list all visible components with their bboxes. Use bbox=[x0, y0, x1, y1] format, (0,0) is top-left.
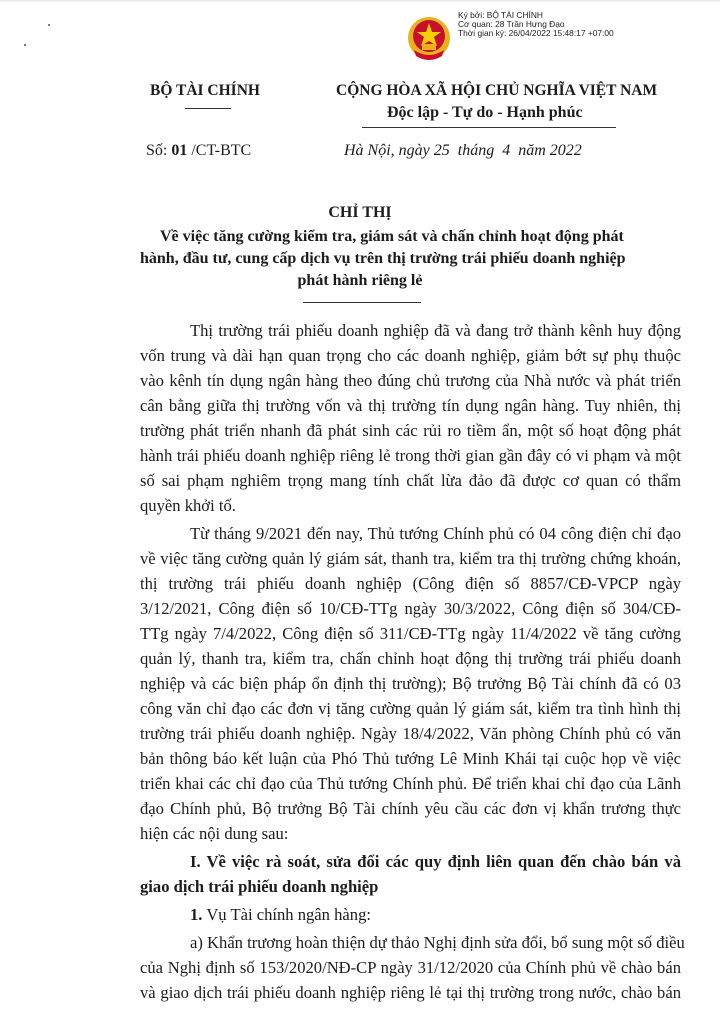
item-label: Vụ Tài chính ngân hàng: bbox=[206, 905, 371, 924]
body-line: TTg ngày 7/4/2022, Công điện số 311/CĐ-TTg ngày 11/4/2022 về tăng cường bbox=[140, 624, 681, 643]
document-number bbox=[146, 142, 251, 160]
subject-line: Về việc tăng cường kiểm tra, giám sát và chấn chỉnh hoạt động phát bbox=[160, 228, 624, 245]
issuer-underline bbox=[185, 108, 231, 109]
signing-time: Thời gian ký: 26/04/2022 15:48:17 +07:00 bbox=[458, 28, 614, 39]
body-line: và giao dịch trái phiếu doanh nghiệp riêng lẻ tại thị trường trong nước, chào bán bbox=[140, 983, 681, 1002]
body-line: số sai phạm nghiêm trọng mang tính chất lừa đảo đã được cơ quan có thẩm bbox=[140, 471, 681, 490]
scan-edge bbox=[0, 0, 720, 3]
body-line: vào kênh tín dụng ngân hàng theo đúng chủ trương của Nhà nước và phát triển bbox=[140, 371, 681, 390]
issuer-name: BỘ TÀI CHÍNH bbox=[150, 82, 260, 99]
body-line: hiện các nội dung sau: bbox=[140, 824, 289, 843]
national-emblem-icon bbox=[404, 14, 454, 64]
motto-underline bbox=[362, 127, 616, 128]
body-line: đạo Chính phủ, Bộ trưởng Bộ Tài chính yêu cầu các đơn vị khẩn trương thực bbox=[140, 799, 681, 818]
number-label: Số: bbox=[146, 142, 168, 159]
body-line: Từ tháng 9/2021 đến nay, Thủ tướng Chính phủ có 04 công điện chỉ đạo bbox=[190, 524, 681, 543]
body-line: trường phát triển nhanh đã phát sinh các rủi ro tiềm ẩn, một số hoạt động phát bbox=[140, 421, 681, 440]
signed-by: Ký bởi: BỘ TÀI CHÍNH bbox=[458, 10, 543, 20]
body-line: vốn trung và dài hạn quan trọng cho các doanh nghiệp, giảm bớt sự phụ thuộc bbox=[140, 346, 681, 365]
body-line: a) Khẩn trương hoàn thiện dự thảo Nghị định sửa đổi, bổ sung một số điều bbox=[190, 933, 685, 952]
place-and-date: Hà Nội, ngày 25 tháng 4 năm 2022 bbox=[344, 142, 582, 159]
body-line: Thị trường trái phiếu doanh nghiệp đã và đang trở thành kênh huy động bbox=[190, 321, 681, 340]
body-line: trường trái phiếu doanh nghiệp. Ngày 18/4/2022, Văn phòng Chính phủ có văn bbox=[140, 724, 681, 743]
body-line: nghiệp và các biện pháp ổn định thị trường); Bộ trưởng Bộ Tài chính đã có 03 bbox=[140, 674, 681, 693]
digital-signature-info bbox=[458, 11, 614, 39]
body-line: bản thông báo kết luận của Phó Thủ tướng Lê Minh Khái tại cuộc họp về việc bbox=[140, 749, 681, 768]
scan-speck bbox=[48, 24, 50, 26]
section-heading: giao dịch trái phiếu doanh nghiệp bbox=[140, 877, 379, 896]
body-line: 3/12/2021, Công điện số 10/CĐ-TTg ngày 30/3/2022, Công điện số 304/CĐ- bbox=[140, 599, 681, 618]
body-line: cân bằng giữa thị trường vốn và thị trường tín dụng ngân hàng. Tuy nhiên, thị bbox=[140, 396, 681, 415]
body-line: triển khai các chỉ đạo của Thủ tướng Chính phủ. Để triển khai chỉ đạo của Lãnh bbox=[140, 774, 681, 793]
section-heading: I. Về việc rà soát, sửa đổi các quy định liên quan đến chào bán và bbox=[190, 852, 681, 871]
body-line: công văn chỉ đạo các đơn vị tăng cường quản lý giám sát, kiểm tra tình hình thị bbox=[140, 699, 681, 718]
body-line: của Nghị định số 153/2020/NĐ-CP ngày 31/12/2020 của Chính phủ về chào bán bbox=[140, 958, 681, 977]
subject-line: hành, đầu tư, cung cấp dịch vụ trên thị trường trái phiếu doanh nghiệp bbox=[140, 250, 626, 267]
number-suffix: /CT-BTC bbox=[191, 142, 252, 159]
item-number: 1. bbox=[190, 905, 203, 924]
item-heading bbox=[190, 905, 681, 925]
country-name: CỘNG HÒA XÃ HỘI CHỦ NGHĨA VIỆT NAM bbox=[336, 82, 658, 99]
number-value: 01 bbox=[171, 142, 188, 159]
body-line: hành trái phiếu doanh nghiệp riêng lẻ trong thời gian gần đây có vi phạm và một bbox=[140, 446, 681, 465]
scan-speck bbox=[24, 44, 26, 46]
body-line: về việc tăng cường quản lý giám sát, thanh tra, kiểm tra thị trường chứng khoán, bbox=[140, 549, 681, 568]
document-type: CHỈ THỊ bbox=[328, 204, 392, 221]
subject-line: phát hành riêng lẻ bbox=[297, 272, 423, 289]
signing-agency: Cơ quan: 28 Trần Hưng Đạo bbox=[458, 19, 565, 30]
title-divider bbox=[303, 302, 421, 303]
body-line: thị trường trái phiếu doanh nghiệp (Công điện số 8857/CĐ-VPCP ngày bbox=[140, 574, 681, 593]
body-line: quyền khởi tố. bbox=[140, 496, 236, 515]
national-motto: Độc lập - Tự do - Hạnh phúc bbox=[387, 104, 583, 121]
body-line: quản lý, thanh tra, kiểm tra, chấn chỉnh hoạt động thị trường trái phiếu doanh bbox=[140, 649, 681, 668]
